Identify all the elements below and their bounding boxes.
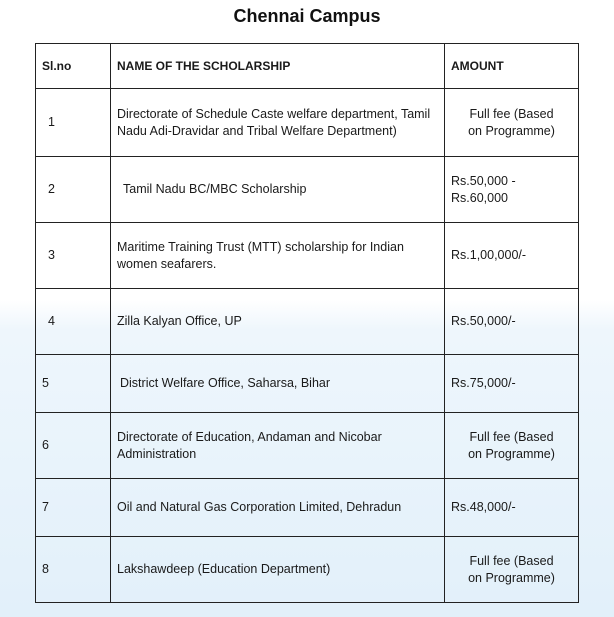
- row-scholarship-name: Lakshawdeep (Education Department): [111, 537, 445, 603]
- row-scholarship-name: District Welfare Office, Saharsa, Bihar: [111, 355, 445, 413]
- row-slno: 1: [36, 89, 111, 157]
- row-amount: Rs.50,000 - Rs.60,000: [445, 157, 579, 223]
- row-scholarship-name: Directorate of Schedule Caste welfare department, Tamil Nadu Adi-Dravidar and Tribal Welfare Department): [111, 89, 445, 157]
- row-slno: 2: [36, 157, 111, 223]
- header-scholarship-name: NAME OF THE SCHOLARSHIP: [111, 44, 445, 89]
- header-slno: Sl.no: [36, 44, 111, 89]
- page-title: Chennai Campus: [233, 6, 381, 26]
- row-scholarship-name: Directorate of Education, Andaman and Nicobar Administration: [111, 413, 445, 479]
- table-row: [36, 289, 579, 355]
- row-scholarship-name: Tamil Nadu BC/MBC Scholarship: [111, 157, 445, 223]
- row-amount: Full fee (Based on Programme): [445, 537, 579, 603]
- row-slno: 8: [36, 537, 111, 603]
- table-row: [36, 89, 579, 157]
- table-row: [36, 223, 579, 289]
- table-row: [36, 355, 579, 413]
- row-scholarship-name: Zilla Kalyan Office, UP: [111, 289, 445, 355]
- row-slno: 5: [36, 355, 111, 413]
- row-amount: Rs.50,000/-: [445, 289, 579, 355]
- table-row: [36, 537, 579, 603]
- row-slno: 6: [36, 413, 111, 479]
- row-amount: Rs.48,000/-: [445, 479, 579, 537]
- scholarship-table: [35, 43, 579, 603]
- table-row: [36, 157, 579, 223]
- header-amount: AMOUNT: [445, 44, 579, 89]
- table-header-row: [36, 44, 579, 89]
- row-amount: Full fee (Based on Programme): [445, 413, 579, 479]
- row-scholarship-name: Oil and Natural Gas Corporation Limited, Dehradun: [111, 479, 445, 537]
- row-amount: Rs.75,000/-: [445, 355, 579, 413]
- row-scholarship-name: Maritime Training Trust (MTT) scholarship for Indian women seafarers.: [111, 223, 445, 289]
- table-row: [36, 479, 579, 537]
- row-amount: Rs.1,00,000/-: [445, 223, 579, 289]
- row-amount: Full fee (Based on Programme): [445, 89, 579, 157]
- row-slno: 4: [36, 289, 111, 355]
- table-row: [36, 413, 579, 479]
- row-slno: 3: [36, 223, 111, 289]
- row-slno: 7: [36, 479, 111, 537]
